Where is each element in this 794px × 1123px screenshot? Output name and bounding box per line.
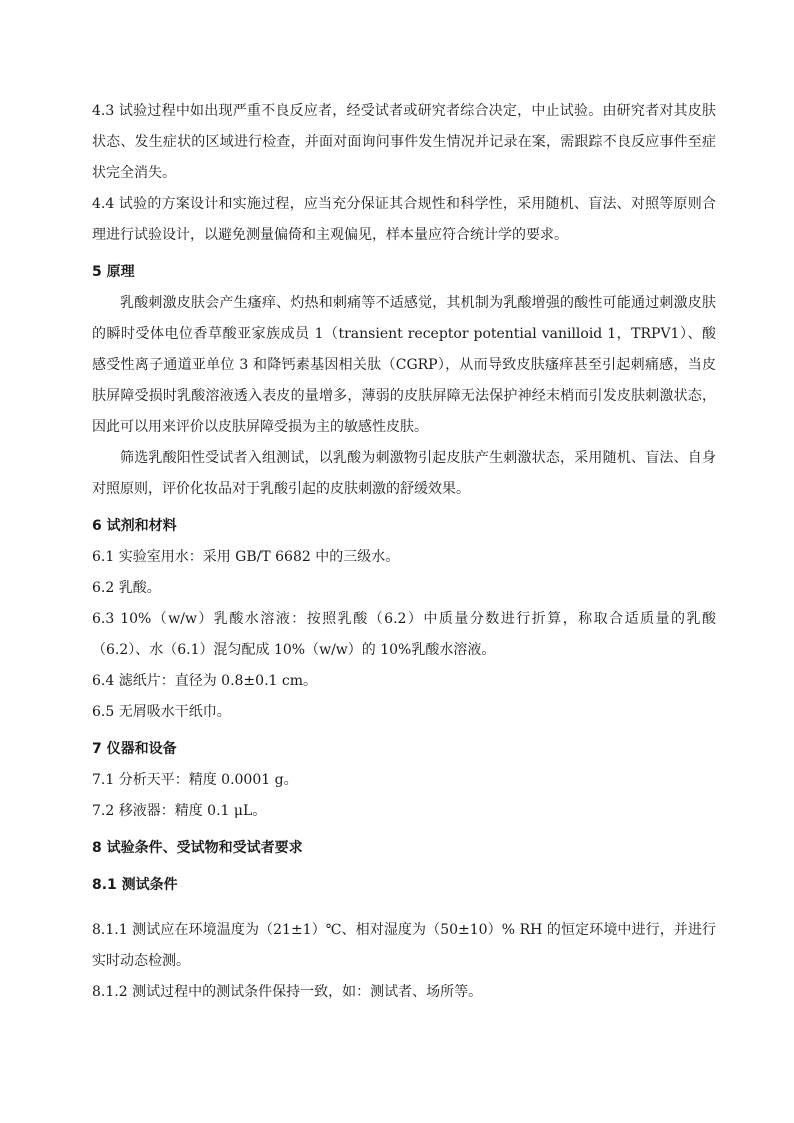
clause-7-1: 7.1 分析天平：精度 0.0001 g。 [92, 772, 298, 788]
clause-4-4: 4.4 试验的方案设计和实施过程，应当充分保证其合规性和科学性，采用随机、盲法、对照等原则合理进行试验设计，以避免测量偏倚和主观偏见，样本量应符合统计学的要求。 [92, 196, 716, 243]
clause-6-5: 6.5 无屑吸水干纸巾。 [92, 704, 231, 720]
section-6-heading: 6 试剂和材料 [92, 518, 177, 534]
clause-6-1: 6.1 实验室用水：采用 GB/T 6682 中的三级水。 [92, 549, 400, 565]
document-page [92, 96, 716, 1008]
principle-paragraph-1: 乳酸刺激皮肤会产生瘙痒、灼热和刺痛等不适感觉，其机制为乳酸增强的酸性可能通过刺激皮肤的瞬时受体电位香草酸亚家族成员 1（transient receptor potential vanilloid 1，TRPV1）、酸感受性离子通道亚单位 3 和降钙素基因相关肽（CGRP），从而导致皮肤瘙痒甚至引起刺痛感，当皮肤屏障受损时乳酸溶液透入表皮的量增多，薄弱的皮肤屏障无法保护神经末梢而引发皮肤刺激状态，因此可以用来评价以皮肤屏障受损为主的敏感性皮肤。 [92, 295, 716, 435]
principle-paragraph-2: 筛选乳酸阳性受试者入组测试，以乳酸为刺激物引起皮肤产生刺激状态，采用随机、盲法、自身对照原则，评价化妆品对于乳酸引起的皮肤刺激的舒缓效果。 [92, 450, 716, 497]
clause-8-1-2: 8.1.2 测试过程中的测试条件保持一致，如：测试者、场所等。 [92, 984, 483, 1000]
clause-8-1-1: 8.1.1 测试应在环境温度为（21±1）℃、相对湿度为（50±10）% RH 的恒定环境中进行，并进行实时动态检测。 [92, 922, 716, 969]
section-7-heading: 7 仪器和设备 [92, 741, 177, 757]
section-5-heading: 5 原理 [92, 264, 135, 280]
clause-6-2: 6.2 乳酸。 [92, 580, 161, 596]
clause-4-3: 4.3 试验过程中如出现严重不良反应者，经受试者或研究者综合决定，中止试验。由研究者对其皮肤状态、发生症状的区域进行检查，并面对面询问事件发生情况并记录在案，需跟踪不良反应事件至症状完全消失。 [92, 103, 716, 181]
clause-6-3: 6.3 10%（w/w）乳酸水溶液：按照乳酸（6.2）中质量分数进行折算，称取合适质量的乳酸（6.2）、水（6.1）混匀配成 10%（w/w）的 10%乳酸水溶液。 [92, 611, 716, 658]
section-8-1-heading: 8.1 测试条件 [92, 877, 178, 893]
section-8-heading: 8 试验条件、受试物和受试者要求 [92, 840, 303, 856]
clause-7-2: 7.2 移液器：精度 0.1 μL。 [92, 803, 267, 819]
clause-6-4: 6.4 滤纸片：直径为 0.8±0.1 cm。 [92, 673, 317, 689]
